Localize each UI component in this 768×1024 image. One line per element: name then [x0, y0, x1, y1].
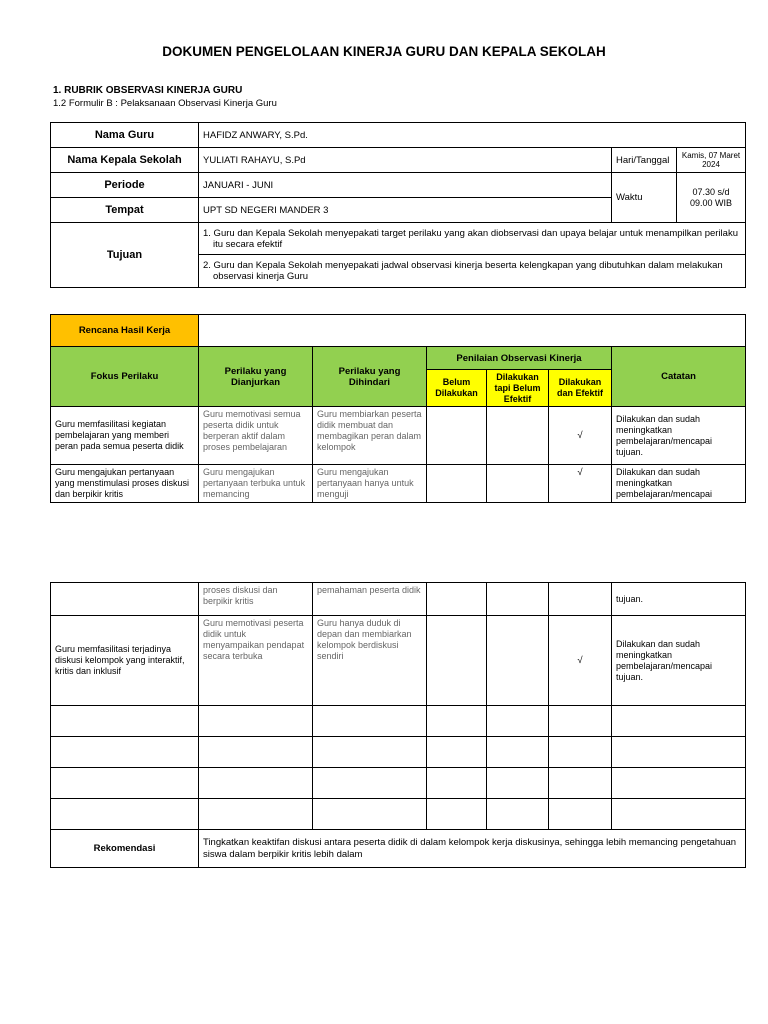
info-table [50, 122, 746, 288]
dihindari-cell: Guru hanya duduk di depan dan membiarkan kelompok berdiskusi sendiri [313, 616, 427, 706]
empty-cell [199, 737, 313, 768]
observation-table-continued [50, 582, 746, 868]
empty-cell [427, 706, 487, 737]
document-title: DOKUMEN PENGELOLAAN KINERJA GURU DAN KEPALA SEKOLAH [162, 44, 606, 59]
tapi-cell [487, 465, 549, 503]
periode-value: JANUARI - JUNI [199, 173, 612, 198]
empty-row [51, 737, 746, 768]
header-belum: Belum Dilakukan [427, 370, 487, 407]
tapi-cell [487, 583, 549, 616]
empty-cell [51, 737, 199, 768]
dihindari-cell: Guru membiarkan peserta didik membuat dan membagikan peran dalam kelompok [313, 407, 427, 465]
empty-cell [199, 706, 313, 737]
belum-cell [427, 583, 487, 616]
table-row [51, 465, 746, 503]
empty-cell [487, 706, 549, 737]
hari-label: Hari/Tanggal [612, 148, 677, 173]
catatan-cell: tujuan. [612, 583, 746, 616]
tapi-cell [487, 616, 549, 706]
efektif-check: √ [549, 616, 612, 706]
empty-cell [549, 737, 612, 768]
rekomendasi-value: Tingkatkan keaktifan diskusi antara peserta didik di dalam kelompok kerja diskusinya, sehingga lebih memancing pengetahuan siswa dalam berpikir kritis lebih dalam [199, 830, 746, 868]
header-efektif: Dilakukan dan Efektif [549, 370, 612, 407]
tujuan-item-2: 2. Guru dan Kepala Sekolah menyepakati jadwal observasi kinerja beserta kelengkapan yang dibutuhkan dalam melakukan observasi kinerja Guru [199, 255, 746, 288]
rekomendasi-label: Rekomendasi [51, 830, 199, 868]
rhk-value [199, 315, 746, 347]
header-penilaian: Penilaian Observasi Kinerja [427, 347, 612, 370]
empty-cell [549, 706, 612, 737]
waktu-label: Waktu [612, 173, 677, 223]
section-subtitle: 1.2 Formulir B : Pelaksanaan Observasi Kinerja Guru [53, 98, 277, 109]
nama-guru-value: HAFIDZ ANWARY, S.Pd. [199, 123, 746, 148]
empty-cell [612, 768, 746, 799]
belum-cell [427, 616, 487, 706]
nama-guru-label: Nama Guru [51, 123, 199, 148]
observation-table [50, 314, 746, 503]
empty-cell [199, 799, 313, 830]
empty-row [51, 799, 746, 830]
header-dihindari: Perilaku yang Dihindari [313, 347, 427, 407]
empty-cell [427, 737, 487, 768]
kepsek-label: Nama Kepala Sekolah [51, 148, 199, 173]
tujuan-label: Tujuan [51, 223, 199, 288]
dihindari-cell: pemahaman peserta didik [313, 583, 427, 616]
rhk-label: Rencana Hasil Kerja [51, 315, 199, 347]
empty-cell [427, 768, 487, 799]
empty-cell [313, 799, 427, 830]
periode-label: Periode [51, 173, 199, 198]
dianjurkan-cell: Guru mengajukan pertanyaan terbuka untuk memancing [199, 465, 313, 503]
tapi-cell [487, 407, 549, 465]
table-row [51, 616, 746, 706]
rekomendasi-row [51, 830, 746, 868]
catatan-cell: Dilakukan dan sudah meningkatkan pembelajaran/mencapai [612, 465, 746, 503]
fokus-cell: Guru mengajukan pertanyaan yang menstimulasi proses diskusi dan berpikir kritis [51, 465, 199, 503]
kepsek-value: YULIATI RAHAYU, S.Pd [199, 148, 612, 173]
empty-cell [612, 706, 746, 737]
empty-cell [199, 768, 313, 799]
empty-cell [313, 737, 427, 768]
header-catatan: Catatan [612, 347, 746, 407]
empty-cell [51, 799, 199, 830]
efektif-cell [549, 583, 612, 616]
dianjurkan-cell: proses diskusi dan berpikir kritis [199, 583, 313, 616]
fokus-cell: Guru memfasilitasi kegiatan pembelajaran yang memberi peran pada semua peserta didik [51, 407, 199, 465]
header-dianjurkan: Perilaku yang Dianjurkan [199, 347, 313, 407]
empty-cell [549, 799, 612, 830]
empty-cell [313, 768, 427, 799]
header-fokus: Fokus Perilaku [51, 347, 199, 407]
belum-cell [427, 465, 487, 503]
empty-cell [427, 799, 487, 830]
empty-row [51, 768, 746, 799]
efektif-check: √ [549, 407, 612, 465]
tujuan-item-1: 1. Guru dan Kepala Sekolah menyepakati target perilaku yang akan diobservasi dan upaya belajar untuk menampilkan perilaku itu secara efektif [199, 223, 746, 255]
catatan-cell: Dilakukan dan sudah meningkatkan pembelajaran/mencapai tujuan. [612, 407, 746, 465]
empty-row [51, 706, 746, 737]
table-row [51, 583, 746, 616]
table-row [51, 407, 746, 465]
efektif-check: √ [549, 465, 612, 503]
tempat-label: Tempat [51, 198, 199, 223]
dihindari-cell: Guru mengajukan pertanyaan hanya untuk menguji [313, 465, 427, 503]
empty-cell [612, 799, 746, 830]
hari-value: Kamis, 07 Maret 2024 [677, 148, 746, 173]
waktu-value: 07.30 s/d 09.00 WIB [677, 173, 746, 223]
empty-cell [51, 768, 199, 799]
section-title: 1. RUBRIK OBSERVASI KINERJA GURU [53, 85, 243, 96]
fokus-cell: Guru memfasilitasi terjadinya diskusi kelompok yang interaktif, kritis dan inklusif [51, 616, 199, 706]
belum-cell [427, 407, 487, 465]
empty-cell [487, 737, 549, 768]
empty-cell [51, 706, 199, 737]
empty-cell [549, 768, 612, 799]
empty-cell [313, 706, 427, 737]
dianjurkan-cell: Guru memotivasi peserta didik untuk menyampaikan pendapat secara terbuka [199, 616, 313, 706]
fokus-cell [51, 583, 199, 616]
tempat-value: UPT SD NEGERI MANDER 3 [199, 198, 612, 223]
header-tapi-belum-efektif: Dilakukan tapi Belum Efektif [487, 370, 549, 407]
empty-cell [487, 799, 549, 830]
dianjurkan-cell: Guru memotivasi semua peserta didik untuk berperan aktif dalam proses pembelajaran [199, 407, 313, 465]
empty-cell [612, 737, 746, 768]
catatan-cell: Dilakukan dan sudah meningkatkan pembelajaran/mencapai tujuan. [612, 616, 746, 706]
empty-cell [487, 768, 549, 799]
